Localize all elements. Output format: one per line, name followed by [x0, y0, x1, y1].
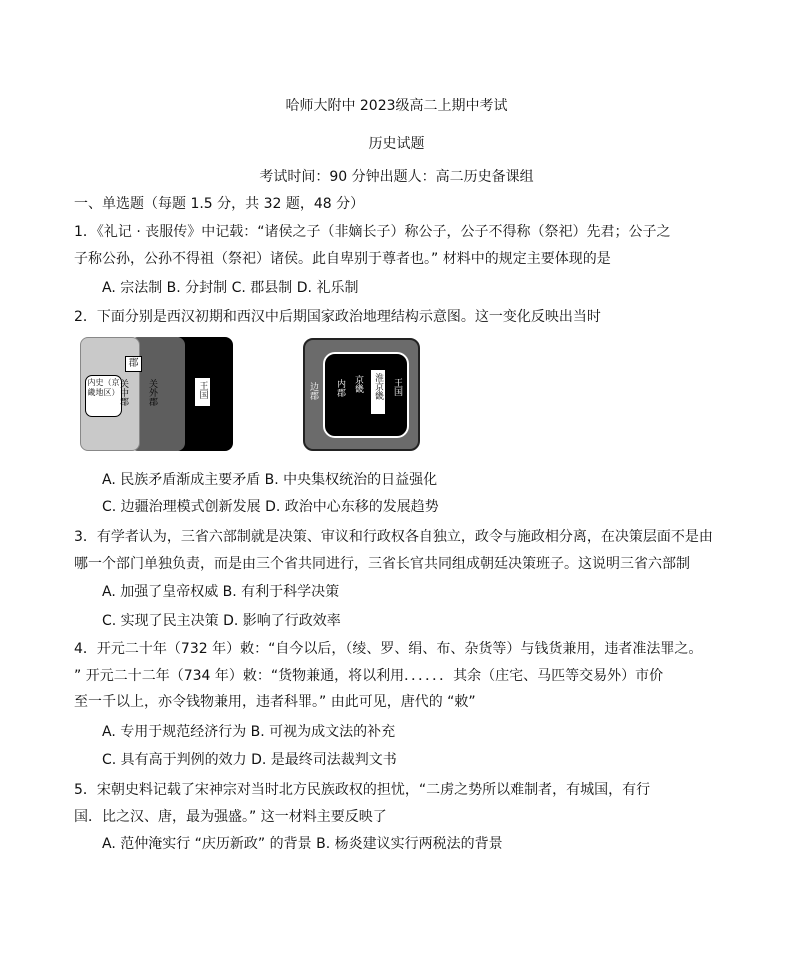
question-2-stem: 2．下面分别是西汉初期和西汉中后期国家政治地理结构示意图。这一变化反映出当时 — [74, 309, 601, 325]
neijun-label: 内郡 — [335, 379, 345, 397]
diagram-late-han — [303, 338, 420, 451]
question-4-options-line-2: C. 具有高于判例的效力 D. 是最终司法裁判文书 — [102, 752, 397, 768]
huai-jingji-box — [370, 369, 386, 415]
question-1-stem-line-1: 1．《礼记 · 丧服传》中记载：“诸侯之子（非嫡长子）称公子，公子不得称（祭祀）先君；公子之 — [74, 224, 671, 240]
question-3-stem-line-2: 哪一个部门单独负责，而是由三个省共同进行，三省长官共同组成朝廷决策班子。这说明三省六部制 — [74, 556, 690, 572]
question-3-options-line-1: A. 加强了皇帝权威 B. 有利于科学决策 — [102, 584, 340, 600]
question-3-options-line-2: C. 实现了民主决策 D. 影响了行政效率 — [102, 613, 341, 629]
question-5-stem-line-1: 5．宋朝史料记载了宋神宗对当时北方民族政权的担忧，“二虏之势所以难制者，有城国，有行 — [74, 782, 651, 798]
wangguo-label-box — [194, 377, 211, 407]
exam-info: 考试时间：90 分钟出题人：高二历史备课组 — [259, 169, 534, 185]
jingji-label: 京畿 — [353, 375, 363, 393]
section-heading: 一、单选题（每题 1.5 分，共 32 题，48 分） — [74, 196, 365, 212]
huai-jingji-label: 淮京畿 — [373, 373, 383, 400]
question-1-options: A. 宗法制 B. 分封制 C. 郡县制 D. 礼乐制 — [102, 280, 359, 296]
question-2-options-line-2: C. 边疆治理模式创新发展 D. 政治中心东移的发展趋势 — [102, 499, 439, 515]
guanzhong-label: 关中郡 — [118, 379, 128, 406]
question-3-stem-line-1: 3．有学者认为，三省六部制就是决策、审议和行政权各自独立，政令与施政相分离，在决策层面不是由 — [74, 529, 713, 545]
question-4-options-line-1: A. 专用于规范经济行为 B. 可视为成文法的补充 — [102, 724, 396, 740]
question-5-stem-line-2: 国．比之汉、唐，最为强盛。” 这一材料主要反映了 — [74, 809, 387, 825]
question-4-stem-line-3: 至一千以上，亦令钱物兼用，违者科罪。” 由此可见，唐代的 “敕” — [74, 694, 476, 710]
exam-title: 哈师大附中 2023级高二上期中考试 — [285, 98, 508, 114]
wangguo-right-label: 王国 — [392, 378, 402, 396]
exam-subject: 历史试题 — [368, 136, 425, 152]
guanwai-label: 关外郡 — [147, 379, 157, 406]
bianjun-label: 边郡 — [308, 382, 318, 400]
jun-label-box: 郡 — [125, 356, 142, 372]
question-5-options: A. 范仲淹实行 “庆历新政” 的背景 B. 杨炎建议实行两税法的背景 — [102, 836, 503, 852]
diagram-early-han — [80, 337, 233, 451]
wangguo-label: 王国 — [197, 381, 208, 399]
neishi-box: 内史（京畿地区） — [85, 375, 122, 417]
question-1-stem-line-2: 子称公孙，公孙不得祖（祭祀）诸侯。此自卑别于尊者也。” 材料中的规定主要体现的是 — [74, 251, 611, 267]
question-2-options-line-1: A. 民族矛盾渐成主要矛盾 B. 中央集权统治的日益强化 — [102, 472, 438, 488]
question-4-stem-line-1: 4．开元二十年（732 年）敕：“自今以后，（绫、罗、绢、布、杂货等）与钱货兼用，违者准法罪之。 — [74, 641, 703, 657]
question-4-stem-line-2: ” 开元二十二年（734 年）敕：“货物兼通，将以利用．．．．．．其余（庄宅、马匹等交易外）市价 — [74, 668, 664, 684]
